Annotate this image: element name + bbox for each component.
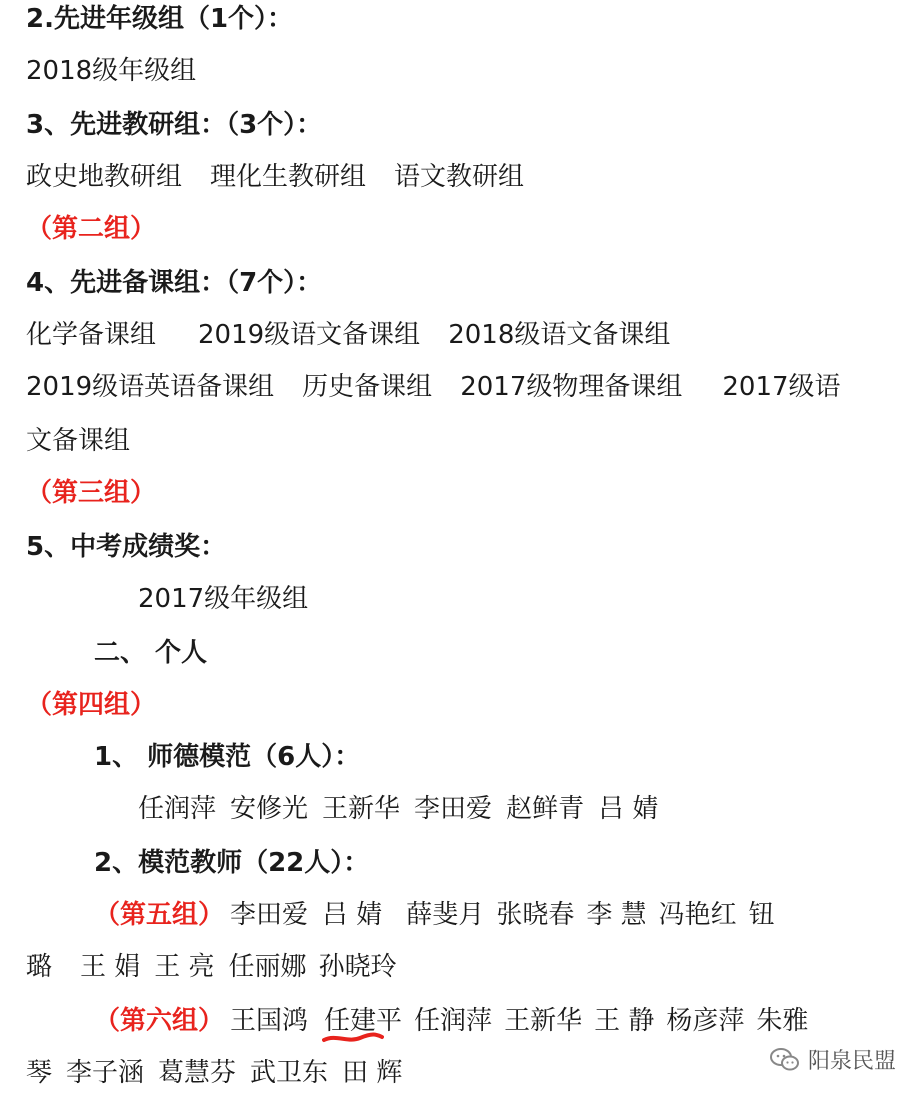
list-item: 钮 [748,900,775,930]
list-item: 理化生教研组 [210,162,367,192]
advanced-research-heading: 3、先进教研组：（3个）： [26,110,323,140]
red-underline-mark [322,1030,384,1044]
watermark [770,1044,896,1075]
list-item: 语文教研组 [394,162,525,192]
list-item: 王新华 [322,794,401,824]
advanced-grade-item: 2018级年级组 [26,56,197,86]
list-item: 武卫东 [250,1058,329,1088]
list-item: 历史备课组 [302,372,433,402]
list-item: 李田爱 [414,794,493,824]
model-teacher-heading: 2、模范教师（22人）： [94,848,370,878]
exam-award-heading: 5、中考成绩奖： [26,532,227,562]
advanced-prep-line-2 [26,370,841,404]
list-item: 任丽娜 [228,952,307,982]
list-item: 李田爱 [230,900,309,930]
list-item: 薛斐月 [406,900,485,930]
list-item: 赵鲜青 [506,794,585,824]
advanced-prep-heading: 4、先进备课组：（7个）： [26,268,323,298]
list-item: 吕 婧 [598,794,659,824]
group-label-3: （第三组） [26,478,157,508]
list-item: 王新华 [504,1006,583,1036]
watermark-text: 阳泉民盟 [807,1049,896,1074]
list-item: 李 慧 [586,900,647,930]
list-item: 璐 [26,952,53,982]
list-item: 王国鸿 [230,1006,309,1036]
list-item: 吕 婧 [322,900,383,930]
group6-line-2 [26,1056,402,1090]
list-item: 孙晓玲 [318,952,397,982]
list-item: 冯艳红 [658,900,737,930]
list-item: 琴 [26,1058,53,1088]
list-item: 2019级语英语备课组 [26,372,275,402]
group-label-6: （第六组） [94,1006,225,1036]
group-label-5: （第五组） [94,900,225,930]
list-item: 2018级语文备课组 [448,320,671,350]
list-item: 政史地教研组 [26,162,183,192]
wechat-icon [770,1047,800,1073]
list-item: 2017级语 [722,372,841,402]
list-item: 朱雅 [756,1006,809,1036]
list-item: 田 辉 [342,1058,403,1088]
list-item: 葛慧芬 [158,1058,237,1088]
ethics-model-names [138,792,658,826]
list-item: 化学备课组 [26,320,157,350]
advanced-prep-line-1 [26,318,670,352]
list-item: 任润萍 [414,1006,493,1036]
list-item: 2017级物理备课组 [460,372,683,402]
list-item: 2019级语文备课组 [198,320,421,350]
list-item: 王 静 [594,1006,655,1036]
list-item: 安修光 [230,794,309,824]
group6-line-1 [94,1004,808,1038]
advanced-grade-heading: 2.先进年级组（1个）： [26,4,294,34]
group5-line-1 [94,898,775,932]
advanced-prep-line-3: 文备课组 [26,426,131,456]
list-item: 杨彦萍 [666,1006,745,1036]
list-item: 王 娟 [80,952,141,982]
group5-line-2 [26,950,397,984]
list-item: 张晓春 [496,900,575,930]
ethics-model-heading: 1、 师德模范（6人）： [94,742,361,772]
list-item: 王 亮 [154,952,215,982]
group-label-4: （第四组） [26,690,157,720]
individual-heading: 二、 个人 [94,638,208,668]
exam-award-item: 2017级年级组 [138,584,309,614]
group-label-2: （第二组） [26,214,157,244]
advanced-research-list [26,160,524,194]
highlighted-name: 任建平 [324,1004,402,1038]
list-item: 李子涵 [66,1058,145,1088]
list-item: 任润萍 [138,794,217,824]
